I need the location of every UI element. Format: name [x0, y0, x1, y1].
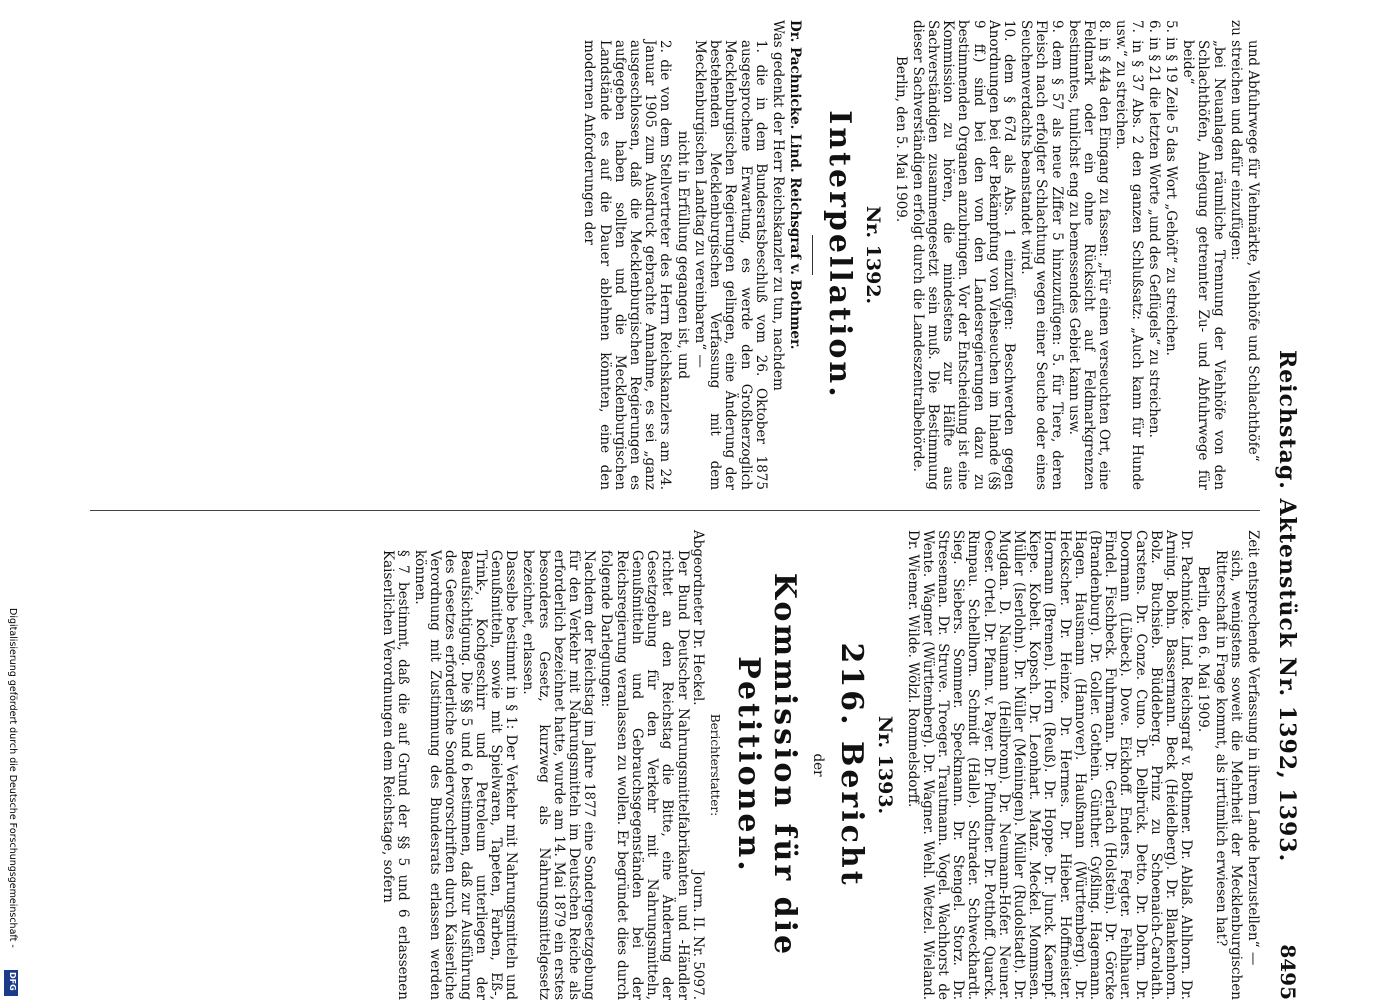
question-intro: Was gedenkt der Herr Reichskanzler zu tun, nachdem [769, 20, 786, 391]
question-item-continuation: nicht in Erfüllung gegangen ist, und [674, 130, 691, 380]
column-divider [90, 510, 1260, 511]
continuation-text: sich, wenigstens soweit die Mehrheit der Mecklenburgischen Ritterschaft in Frage kommt, als irrtümlich erwiesen hat? [1212, 550, 1244, 1000]
rotated-document [85, 20, 1300, 1000]
signer-line: Dr. Pachnicke. Lind. Reichsgraf v. Bothmer. [787, 20, 804, 350]
instruction-text: zu streichen und dafür einzufügen: [1227, 20, 1244, 261]
list-item: 9. dem § 57 als neue Ziffer 5 hinzuzufügen: 5. für Tiere, deren Fleisch nach erfolgter Schlachtung wegen einer Seuche oder eines Seuchenverdachts beanstandet wird. [1018, 20, 1065, 490]
dfg-logo-icon: DFG [4, 970, 18, 996]
quote-text: „bei Neuanlagen räumliche Trennung der Viehhöfe von den Schlachthöfen, Anlegung getrennter Zu- und Abfuhrwege für beide“ [1180, 40, 1227, 490]
page-number: 8495 [1276, 944, 1300, 1000]
date-line: Berlin, den 6. Mai 1909. [1195, 566, 1212, 733]
section-heading: Interpellation. [822, 110, 858, 400]
document-number: Nr. 1393. [874, 715, 897, 815]
report-title: 216. Bericht [834, 642, 870, 888]
header-title: Reichstag. Aktenstück Nr. 1392, 1393. [1274, 350, 1300, 863]
page-header [1270, 20, 1300, 1000]
divider [812, 235, 813, 275]
question-item: 1. die in dem Bundesratsbeschluß vom 26. Oktober 1875 ausgesprochene Erwartung, es werde den Großherzoglich Mecklenburgischen Regierungen gelingen, eine Änderung der bestehenden Mecklenburgischen Verfassung mit dem Mecklenburgischen Landtag zu vereinbaren“ — [691, 40, 769, 490]
digitization-footer [4, 608, 18, 998]
list-item: 5. in § 19 Zeile 5 das Wort „Gehöft“ zu streichen. [1162, 20, 1179, 356]
list-item: 6. in § 21 die letzten Worte „und des Geflügels“ zu streichen. [1145, 20, 1162, 438]
list-item: 8. in § 44a den Eingang zu fassen: „Für einen verseuchten Ort, eine Feldmark oder ein ohne Rücksicht auf Feldmarkgrenzen bestimmtes, tunlichst eng zu bemessendes Gebiet kann usw. [1065, 20, 1113, 490]
continuation-text: Zeit entsprechende Verfassung in ihrem Lande herzustellen“ — [1245, 530, 1261, 966]
date-line: Berlin, den 5. Mai 1909. [892, 56, 909, 223]
signers-list: Dr. Pachnicke. Lind. Reichsgraf v. Bothmer. Dr. Ablaß. Ahlhorn. Dr. Arning. Bohn. Bassermann. Beck (Heidelberg). Dr. Blankenhorn. Bolz. Buchsieb. Büddeberg. Prinz zu Schoenaich-Carolath. Carstens. Dr. Conze. Cuno. Dr. Delbrück. Detto. Dr. Dohrn. Dr. Doormann (Lübeck). Dove. Eickhoff. Enders. Fegter. Fehlhauer. Findel. Fischbeck. Fuhrmann. Dr. Gerlach (Holstein). Dr. Görcke (Brandenburg). Dr. Goller. Gothein. Günther. Gyßling. Hagemann. Hagen. Hausmann (Hannover). Haußmann (Württemberg). Dr. Heckscher. Dr. Heinze. Dr. Hermes. Dr. Hieber. Hoffmeister. Hormann (Bremen). Horn (Reuß). Dr. Hoppe. Dr. Junck. Kaempf. Kiepe. Kobelt. Kopsch. Dr. Leonhart. Manz. Meckel. Mommsen. Müller (Iserlohn). Dr. Müller (Meiningen). Müller (Rudolstadt). Dr. Mugdan. D. Naumann (Heilbronn). Dr. Neumann-Hofer. Neuner. Oeser. Ortel. Dr. Pfann. v. Payer. Dr. Pfundtner. Dr. Potthoff. Quarck. Rimpau. Schellhorn. Schmidt (Halle). Schrader. Schweckhardt. Sieg. Siebers. Sommer. Speckmann. Dr. Stengel. Storz. Dr. Streseman. Dr. Struve. Troeger. Trautmann. Vogel. Wachhorst de Wente. Wagner (Württemberg). Dr. Wagner. Wehl. Wetzel. Wieland. Dr. Wiemer. Wilde. Wölzl. Rommelsdorff. [904, 530, 1195, 1000]
digitization-credit: Digitalisierung gefördert durch die Deutsche Forschungsgemeinschaft - [7, 608, 18, 948]
list-item: 7. in § 37 Abs. 2 den ganzen Schlußsatz: „Auch kann für Hunde usw.“ zu streichen. [1113, 20, 1145, 490]
body-paragraph: Nachdem der Reichstag im Jahre 1877 eine Sondergesetzgebung für den Verkehr mit Nahrungsmitteln im Deutschen Reiche als erforderlich bezeichnet hatte, wurde am 14. Mai 1879 ein erstes besonderes Gesetz, kurzweg als Nahrungsmittelgesetz bezeichnet, erlassen. [520, 550, 598, 1000]
report-der: der [810, 753, 827, 777]
document-number: Nr. 1392. [862, 205, 885, 305]
body-paragraph: Der Bund Deutscher Nahrungsmittelfabrikanten und -Händler richtet an den Reichstag die Bitte, eine Änderung der Gesetzgebung für den Verkehr mit Nahrungsmitteln, Genußmitteln und Gebrauchsgegenständen bei der Reichsregierung veranlassen zu wollen. Er begründet dies durch folgende Darlegungen: [598, 550, 691, 1000]
body-paragraph: § 7 bestimmt, daß die auf Grund der §§ 5 und 6 erlassenen Kaiserlichen Verordnungen dem Reichstage, sofern [379, 550, 411, 1000]
rapporteur-name: Abgeordneter Dr. Heckel. [689, 530, 706, 706]
commission-title: Kommission für die Petitionen. [730, 572, 802, 958]
continuation-text: und Abfuhrwege für Viehmärkte, Viehhöfe und Schlachthöfe“ [1245, 40, 1261, 462]
rapporteur-row [690, 530, 705, 1000]
list-item: 10. dem § 67d als Abs. 1 einzufügen: Beschwerden gegen Anordnungen bei der Bekämpfung von Viehseuchen im Inlande (§§ 9 ff.) sind bei den von den Landesregierungen dazu zu bestimmenden Organen anzubringen. Vor der Entscheidung ist eine Kommission zu hören, die mindestens zur Hälfte aus Sachverständigen zusammengesetzt sein muß. Die Bestimmung dieser Sachverständigen erfolgt durch die Landeszentralbehörde. [909, 20, 1017, 490]
left-column [579, 20, 1260, 490]
right-column [377, 530, 1260, 1000]
body-paragraph: Dasselbe bestimmt in § 1: Der Verkehr mit Nahrungsmitteln und Genußmitteln, sowie mit Spielwaren, Tapeten, Farben, Eß-, Trink-, Kochgeschirr und Petroleum unterliegen der Beaufsichtigung. Die §§ 5 und 6 bestimmen, daß zur Ausführung des Gesetzes erforderliche Sondervorschriften durch Kaiserliche Verordnung mit Zustimmung des Bundesrats erlassen werden können. [412, 550, 520, 1000]
journal-number: Journ. II. Nr. 5097. [689, 870, 706, 1000]
rapporteur-label: Berichterstatter: [707, 713, 722, 817]
question-item: 2. die von dem Stellvertreter des Herrn Reichskanzlers am 24. Januar 1905 zum Ausdruck gebrachte Annahme, es sei „ganz ausgeschlossen, daß die Mecklenburgischen Regierungen es aufgegeben haben sollten und die Mecklenburgischen Landstände es auf die Dauer ablehnen könnten, eine den modernen Anforderungen der [581, 40, 674, 490]
